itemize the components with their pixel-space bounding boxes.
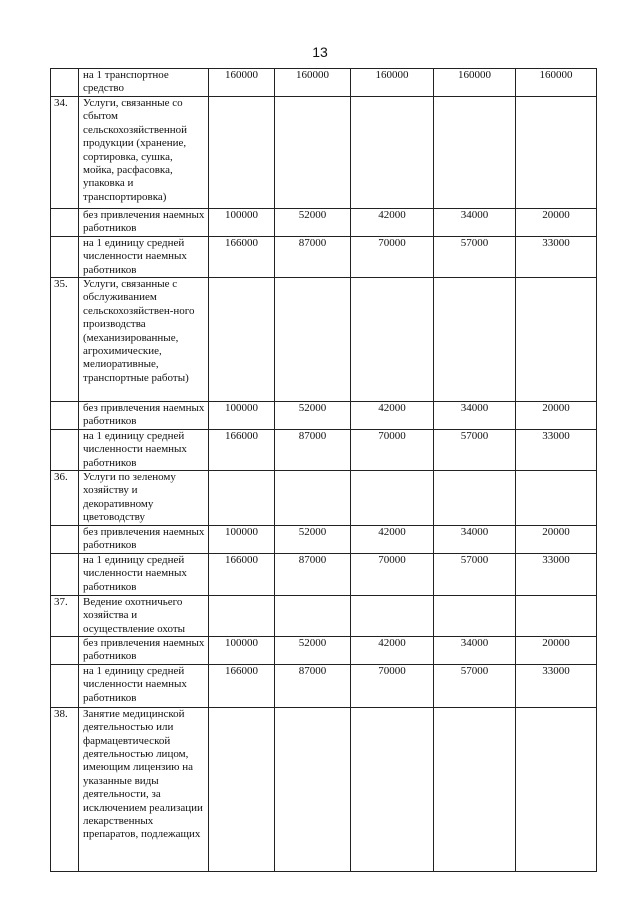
rate-value-cell [275,595,351,636]
rate-value-cell: 42000 [351,209,434,237]
rate-value-cell: 70000 [351,553,434,595]
activity-description-cell: Занятие медицинской деятельностью или фармацевтической деятельностью лицом, имеющим лицензию на указанные виды деятельности, за исключением реализации лекарственных препаратов, подлежащих [79,707,209,871]
rate-value-cell [351,97,434,209]
rate-value-cell: 33000 [516,553,597,595]
rate-value-cell: 87000 [275,553,351,595]
rate-value-cell: 160000 [516,69,597,97]
rate-value-cell [434,707,516,871]
row-number-cell: 36. [51,471,79,526]
rate-value-cell: 70000 [351,429,434,470]
rate-value-cell: 33000 [516,664,597,707]
rate-value-cell: 87000 [275,236,351,277]
rate-value-cell [351,595,434,636]
row-number-cell: 34. [51,97,79,209]
rate-value-cell: 100000 [209,402,275,430]
rate-value-cell: 70000 [351,236,434,277]
activity-description-cell: на 1 единицу средней численности наемных работников [79,236,209,277]
rate-value-cell [351,707,434,871]
rate-value-cell: 33000 [516,236,597,277]
rate-value-cell: 100000 [209,525,275,553]
tax-rates-table [50,68,597,872]
rate-value-cell: 52000 [275,209,351,237]
rate-value-cell: 70000 [351,664,434,707]
table-row [51,595,597,636]
rate-value-cell [516,471,597,526]
row-number-cell [51,525,79,553]
rate-value-cell [351,278,434,402]
row-number-cell [51,69,79,97]
rate-value-cell: 34000 [434,402,516,430]
rate-value-cell: 42000 [351,525,434,553]
rate-value-cell: 87000 [275,429,351,470]
activity-description-cell: Услуги, связанные со сбытом сельскохозяйственной продукции (хранение, сортировка, сушка, мойка, расфасовка, упаковка и транспортировка) [79,97,209,209]
rate-value-cell: 33000 [516,429,597,470]
rate-value-cell [209,278,275,402]
rate-value-cell: 57000 [434,236,516,277]
rate-value-cell: 166000 [209,553,275,595]
rate-value-cell [275,471,351,526]
activity-description-cell: на 1 транспортное средство [79,69,209,97]
row-number-cell [51,636,79,664]
table-row [51,525,597,553]
rate-value-cell [434,471,516,526]
rate-value-cell: 100000 [209,636,275,664]
activity-description-cell: Ведение охотничьего хозяйства и осуществление охоты [79,595,209,636]
rate-value-cell: 34000 [434,525,516,553]
rate-value-cell [434,278,516,402]
table-row [51,236,597,277]
rate-value-cell [209,97,275,209]
rate-value-cell [275,97,351,209]
rate-value-cell [516,278,597,402]
row-number-cell: 37. [51,595,79,636]
rate-value-cell: 20000 [516,402,597,430]
rate-value-cell: 160000 [351,69,434,97]
row-number-cell [51,553,79,595]
row-number-cell [51,402,79,430]
activity-description-cell: Услуги по зеленому хозяйству и декоративному цветоводству [79,471,209,526]
table-row [51,209,597,237]
rate-value-cell [351,471,434,526]
rate-value-cell [209,595,275,636]
row-number-cell [51,664,79,707]
rate-value-cell: 166000 [209,664,275,707]
table-row [51,429,597,470]
rate-value-cell: 166000 [209,236,275,277]
table-row [51,402,597,430]
activity-description-cell: на 1 единицу средней численности наемных работников [79,429,209,470]
rate-value-cell: 52000 [275,402,351,430]
rate-value-cell: 20000 [516,525,597,553]
rate-value-cell: 160000 [209,69,275,97]
rate-value-cell [516,707,597,871]
table-row [51,97,597,209]
rate-value-cell: 20000 [516,209,597,237]
rate-value-cell [209,471,275,526]
rate-value-cell: 100000 [209,209,275,237]
rate-value-cell [209,707,275,871]
rate-value-cell [275,707,351,871]
rate-value-cell: 166000 [209,429,275,470]
table-row [51,471,597,526]
rate-value-cell: 52000 [275,525,351,553]
rate-value-cell: 52000 [275,636,351,664]
rate-value-cell: 42000 [351,402,434,430]
activity-description-cell: без привлечения наемных работников [79,525,209,553]
rate-value-cell: 34000 [434,636,516,664]
table-row [51,278,597,402]
rate-value-cell: 42000 [351,636,434,664]
table-row [51,636,597,664]
table-row [51,664,597,707]
row-number-cell [51,429,79,470]
rate-value-cell: 57000 [434,664,516,707]
activity-description-cell: без привлечения наемных работников [79,402,209,430]
activity-description-cell: на 1 единицу средней численности наемных работников [79,664,209,707]
activity-description-cell: на 1 единицу средней численности наемных работников [79,553,209,595]
rate-value-cell [516,595,597,636]
table-row [51,707,597,871]
table-row [51,69,597,97]
activity-description-cell: без привлечения наемных работников [79,209,209,237]
rate-value-cell: 57000 [434,429,516,470]
row-number-cell: 35. [51,278,79,402]
rate-value-cell: 160000 [434,69,516,97]
row-number-cell [51,209,79,237]
rate-value-cell: 57000 [434,553,516,595]
rate-value-cell [516,97,597,209]
page-number: 13 [312,44,328,60]
rate-value-cell [275,278,351,402]
rate-value-cell: 87000 [275,664,351,707]
table-row [51,553,597,595]
row-number-cell: 38. [51,707,79,871]
rate-value-cell: 20000 [516,636,597,664]
activity-description-cell: Услуги, связанные с обслуживанием сельскохозяйствен-ного производства (механизированные, агрохимические, мелиоративные, транспортные работы) [79,278,209,402]
activity-description-cell: без привлечения наемных работников [79,636,209,664]
row-number-cell [51,236,79,277]
rate-value-cell [434,595,516,636]
rate-value-cell [434,97,516,209]
rate-value-cell: 34000 [434,209,516,237]
rate-value-cell: 160000 [275,69,351,97]
